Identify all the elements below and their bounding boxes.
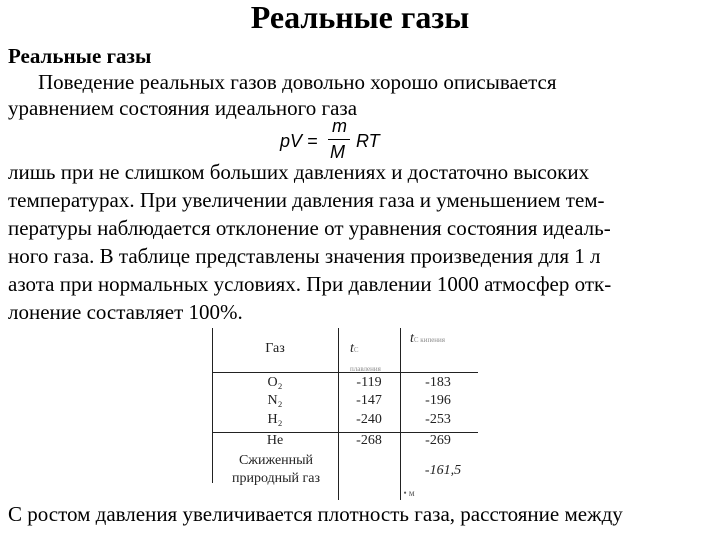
paragraph-line: лишь при не слишком больших давлениях и достаточно высоких [8, 160, 590, 184]
header-melting [350, 340, 390, 378]
paragraph-line: азота при нормальных условиях. При давлении 1000 атмосфер отк- [8, 272, 612, 296]
formula-numerator: m [332, 116, 347, 136]
paragraph-line: лонение составляет 100%. [8, 300, 243, 324]
header-melting-sub: C плавления [350, 346, 381, 373]
table-row-t1: -147 [356, 393, 382, 408]
table-row-gas-line2: природный газ [231, 471, 321, 486]
gas-temperature-table [210, 328, 480, 500]
table-row-t2: -253 [425, 412, 451, 427]
table-row-gas: N₂ [267, 393, 283, 408]
header-boiling-symbol: t [410, 331, 414, 346]
formula-right: RT [356, 131, 380, 151]
table-footnote: • м [403, 488, 415, 498]
paragraph-line: пературы наблюдается отклонение от уравнения состояния идеаль- [8, 216, 611, 240]
table-row-gas: O₂ [267, 375, 283, 390]
table-row-t1: -119 [356, 375, 382, 390]
paragraph-line: Поведение реальных газов довольно хорошо описывается [38, 70, 557, 94]
table-row-gas: H₂ [267, 412, 283, 427]
formula-left: pV = [280, 131, 318, 151]
header-boiling [410, 330, 478, 349]
formula-denominator: M [330, 142, 345, 162]
header-boiling-sub: C кипения [413, 336, 446, 344]
table-row-t1: -268 [356, 433, 382, 448]
ideal-gas-formula [280, 116, 400, 164]
paragraph-line: уравнением состояния идеального газа [8, 96, 358, 120]
header-melting-symbol: t [350, 341, 354, 356]
section-heading: Реальные газы [8, 44, 152, 68]
table-divider [338, 328, 339, 500]
table-row-t2: -183 [425, 375, 451, 390]
header-gas: Газ [265, 341, 285, 356]
table-divider [400, 328, 401, 500]
paragraph-line: ного газа. В таблице представлены значения произведения для 1 л [8, 244, 601, 268]
paragraph-line: С ростом давления увеличивается плотность газа, расстояние между [8, 502, 623, 526]
table-row-t2: -269 [425, 433, 451, 448]
table-row-t2: -196 [425, 393, 451, 408]
table-border-left [212, 328, 213, 483]
table-row-t2: -161,5 [424, 463, 462, 478]
page-title: Реальные газы [250, 0, 470, 35]
table-row-gas-line1: Сжиженный [238, 453, 314, 468]
table-row-gas: He [266, 433, 284, 448]
table-row-t1: -240 [356, 412, 382, 427]
fraction-bar [328, 139, 350, 140]
header-rule [212, 372, 478, 373]
paragraph-line: температурах. При увеличении давления газа и уменьшением тем- [8, 188, 605, 212]
